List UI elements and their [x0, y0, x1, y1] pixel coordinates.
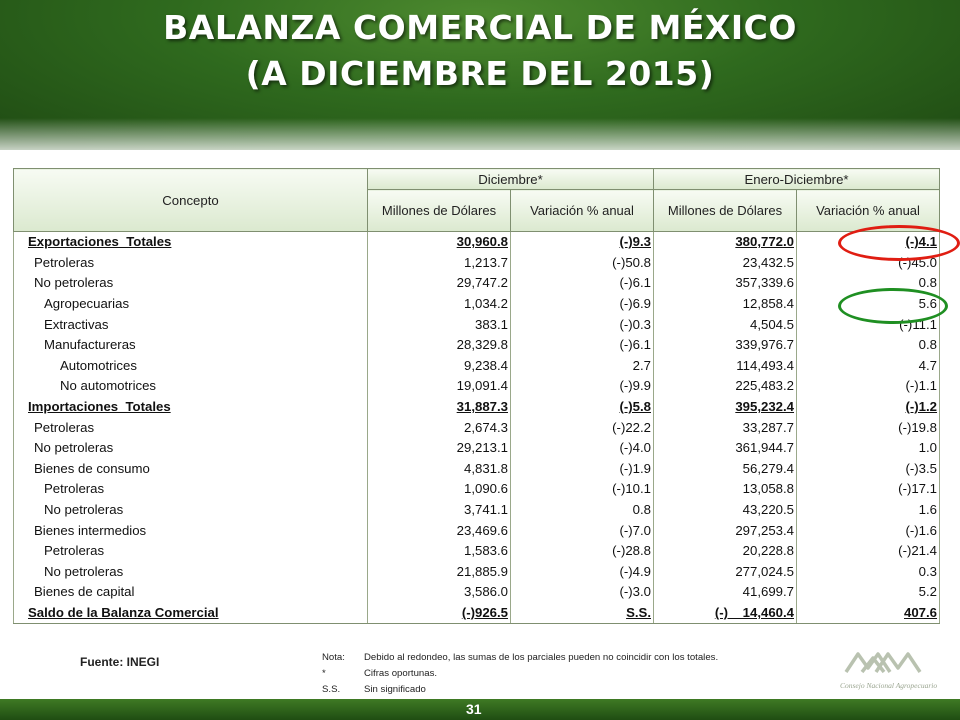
footnote-row	[322, 650, 718, 666]
row-label-text: Extractivas	[44, 316, 109, 332]
cell-dic-variacion	[511, 417, 654, 438]
cell-ed-variacion-text: 1.6	[918, 502, 938, 518]
cell-ed-variacion-text: 1.0	[918, 440, 938, 456]
cell-dic-millones	[368, 397, 511, 418]
cell-dic-variacion-text: (-)6.9	[619, 296, 651, 312]
cell-ed-millones	[654, 335, 797, 356]
cell-dic-millones	[368, 294, 511, 315]
cell-ed-millones-text: 56,279.4	[742, 460, 794, 476]
cell-dic-millones-text: 23,469.6	[456, 522, 508, 538]
row-label-text: Petroleras	[34, 254, 95, 270]
page-number: 31	[466, 701, 482, 717]
cell-ed-variacion-text: (-)19.8	[898, 419, 938, 435]
cell-dic-variacion	[511, 356, 654, 377]
cell-dic-variacion-text: 2.7	[632, 357, 651, 373]
table-row	[14, 232, 940, 253]
cell-ed-variacion	[797, 500, 940, 521]
cell-ed-variacion-text: 0.8	[918, 337, 938, 353]
cell-dic-millones-text: 383.1	[474, 316, 508, 332]
cell-dic-variacion	[511, 562, 654, 583]
footnote-key: Nota:	[322, 652, 345, 663]
cell-ed-millones-text: (-) 14,460.4	[714, 604, 794, 620]
row-label-text: Bienes intermedios	[34, 522, 147, 538]
table-row	[14, 562, 940, 583]
cell-dic-variacion-text: (-)4.0	[619, 440, 651, 456]
cell-ed-millones	[654, 500, 797, 521]
row-label-text: No petroleras	[44, 563, 124, 579]
cell-ed-variacion	[797, 479, 940, 500]
cell-ed-millones-text: 357,339.6	[735, 275, 794, 291]
row-label-text: Petroleras	[44, 481, 105, 497]
table-body	[14, 232, 940, 624]
row-label	[14, 562, 368, 583]
footnote-key: *	[322, 668, 326, 679]
cell-dic-variacion	[511, 253, 654, 274]
cell-dic-millones-text: 29,213.1	[456, 440, 508, 456]
cell-ed-millones	[654, 253, 797, 274]
cell-ed-millones-text: 43,220.5	[742, 502, 794, 518]
row-label-text: Bienes de consumo	[34, 460, 150, 476]
header-millones-dic: Millones de Dólares	[368, 190, 511, 232]
row-label	[14, 314, 368, 335]
cell-ed-millones	[654, 520, 797, 541]
source-label: Fuente: INEGI	[80, 655, 160, 669]
cell-dic-variacion-text: (-)7.0	[619, 522, 651, 538]
cell-dic-variacion-text: (-)9.9	[619, 378, 651, 394]
cell-dic-millones-text: 30,960.8	[456, 234, 508, 250]
cell-ed-millones	[654, 232, 797, 253]
row-label-text: Agropecuarias	[44, 296, 130, 312]
cell-ed-millones	[654, 603, 797, 624]
header-diciembre: Diciembre*	[368, 169, 654, 190]
cell-ed-variacion	[797, 417, 940, 438]
cell-ed-millones-text: 380,772.0	[735, 234, 794, 250]
table-row	[14, 459, 940, 480]
row-label-text: Petroleras	[34, 419, 95, 435]
row-label-text: Automotrices	[60, 357, 137, 373]
cell-ed-millones-text: 297,253.4	[735, 522, 794, 538]
cell-ed-millones-text: 4,504.5	[750, 316, 794, 332]
footnotes	[322, 650, 718, 698]
cell-ed-millones	[654, 459, 797, 480]
row-label-text: Importaciones Totales	[28, 399, 171, 415]
logo-text: Consejo Nacional Agropecuario	[840, 681, 938, 690]
cell-ed-variacion-text: (-)4.1	[905, 234, 938, 250]
cell-dic-millones-text: 1,034.2	[464, 296, 508, 312]
cell-ed-variacion	[797, 397, 940, 418]
cell-ed-millones	[654, 582, 797, 603]
table-row	[14, 253, 940, 274]
cell-dic-millones	[368, 335, 511, 356]
row-label	[14, 294, 368, 315]
cell-dic-millones	[368, 376, 511, 397]
table-row	[14, 603, 940, 624]
table-row	[14, 438, 940, 459]
cell-dic-millones	[368, 582, 511, 603]
cell-ed-millones	[654, 294, 797, 315]
row-label	[14, 356, 368, 377]
row-label-text: Manufactureras	[44, 337, 136, 353]
cell-dic-millones-text: 1,090.6	[464, 481, 508, 497]
row-label-text: Saldo de la Balanza Comercial	[28, 604, 219, 620]
row-label	[14, 417, 368, 438]
table-row	[14, 582, 940, 603]
header-concepto: Concepto	[14, 169, 368, 232]
row-label	[14, 273, 368, 294]
cell-ed-variacion	[797, 603, 940, 624]
footer-bar	[0, 699, 960, 720]
cell-ed-millones-text: 361,944.7	[735, 440, 794, 456]
cell-ed-millones-text: 114,493.4	[736, 357, 794, 373]
row-label	[14, 603, 368, 624]
table-row	[14, 500, 940, 521]
cell-dic-millones	[368, 603, 511, 624]
cell-ed-variacion-text: (-)3.5	[905, 460, 938, 476]
header-enero-diciembre: Enero-Diciembre*	[654, 169, 940, 190]
cell-ed-millones-text: 33,287.7	[742, 419, 794, 435]
cell-ed-variacion-text: (-)11.1	[899, 316, 938, 332]
row-label-text: No petroleras	[34, 275, 114, 291]
cell-ed-variacion	[797, 376, 940, 397]
cell-ed-millones-text: 23,432.5	[742, 254, 794, 270]
cell-dic-millones	[368, 356, 511, 377]
footnote-key: S.S.	[322, 684, 341, 695]
cell-dic-variacion-text: (-)50.8	[612, 254, 651, 270]
table-row	[14, 520, 940, 541]
cell-dic-millones	[368, 314, 511, 335]
row-label	[14, 500, 368, 521]
cell-dic-millones-text: 9,238.4	[464, 357, 508, 373]
cell-ed-variacion-text: (-)1.6	[905, 522, 938, 538]
cell-dic-millones	[368, 562, 511, 583]
cell-dic-millones-text: 21,885.9	[456, 563, 508, 579]
cell-ed-millones	[654, 273, 797, 294]
header-variacion-dic: Variación % anual	[511, 190, 654, 232]
row-label	[14, 479, 368, 500]
highlight-green-ellipse	[838, 288, 948, 324]
cell-dic-millones	[368, 273, 511, 294]
footnote-row	[322, 682, 718, 698]
cell-dic-millones-text: (-)926.5	[461, 604, 508, 620]
cell-ed-millones-text: 395,232.4	[735, 399, 794, 415]
row-label-text: No petroleras	[34, 440, 114, 456]
row-label-text: No petroleras	[44, 502, 124, 518]
cell-dic-millones	[368, 459, 511, 480]
table-row	[14, 479, 940, 500]
cell-dic-millones	[368, 520, 511, 541]
page-title: BALANZA COMERCIAL DE MÉXICO	[163, 8, 797, 47]
cell-dic-millones	[368, 417, 511, 438]
cell-dic-millones-text: 19,091.4	[456, 378, 508, 394]
cell-ed-variacion-text: (-)45.0	[898, 254, 938, 270]
cell-ed-millones-text: 277,024.5	[735, 563, 794, 579]
cell-dic-variacion	[511, 459, 654, 480]
cell-ed-millones-text: 339,976.7	[735, 337, 794, 353]
cna-logo	[832, 640, 952, 695]
footnote-text: Cifras oportunas.	[364, 668, 438, 679]
cell-ed-millones	[654, 479, 797, 500]
table-row	[14, 417, 940, 438]
cell-dic-variacion-text: (-)1.9	[619, 460, 651, 476]
cell-ed-millones-text: 20,228.8	[742, 543, 794, 559]
cell-dic-variacion-text: (-)6.1	[619, 275, 651, 291]
cell-dic-millones-text: 31,887.3	[456, 399, 508, 415]
cell-dic-variacion	[511, 582, 654, 603]
cell-dic-variacion-text: (-)5.8	[619, 399, 651, 415]
cell-dic-variacion	[511, 294, 654, 315]
row-label	[14, 232, 368, 253]
cell-dic-variacion	[511, 314, 654, 335]
cell-ed-millones-text: 13,058.8	[742, 481, 794, 497]
cell-ed-millones	[654, 376, 797, 397]
cell-dic-variacion	[511, 397, 654, 418]
cell-dic-variacion-text: (-)10.1	[612, 481, 651, 497]
footnote-row	[322, 666, 718, 682]
highlight-red-ellipse	[838, 225, 960, 261]
cell-ed-variacion	[797, 562, 940, 583]
cell-ed-variacion-text: (-)1.1	[905, 378, 938, 394]
cell-ed-variacion-text: (-)21.4	[898, 543, 938, 559]
cell-ed-variacion	[797, 335, 940, 356]
row-label	[14, 335, 368, 356]
cell-dic-variacion-text: S.S.	[626, 604, 651, 620]
cell-ed-variacion	[797, 356, 940, 377]
cell-dic-millones-text: 3,741.1	[464, 502, 508, 518]
cell-ed-variacion-text: 4.7	[918, 357, 938, 373]
page-subtitle: (A DICIEMBRE DEL 2015)	[245, 54, 715, 93]
table-row	[14, 294, 940, 315]
cell-dic-millones-text: 1,583.6	[464, 543, 508, 559]
row-label	[14, 582, 368, 603]
cell-dic-millones-text: 1,213.7	[464, 254, 508, 270]
cell-ed-millones	[654, 314, 797, 335]
cell-dic-millones-text: 29,747.2	[456, 275, 508, 291]
cell-dic-variacion-text: (-)4.9	[619, 563, 651, 579]
row-label	[14, 459, 368, 480]
cell-dic-variacion-text: 0.8	[632, 502, 651, 518]
row-label	[14, 397, 368, 418]
cell-dic-variacion	[511, 376, 654, 397]
row-label-text: Bienes de capital	[34, 584, 135, 600]
cell-ed-millones	[654, 356, 797, 377]
cell-dic-variacion	[511, 335, 654, 356]
cell-dic-variacion-text: (-)6.1	[619, 337, 651, 353]
cell-dic-variacion-text: (-)28.8	[612, 543, 651, 559]
cell-ed-millones	[654, 541, 797, 562]
cell-dic-millones-text: 28,329.8	[456, 337, 508, 353]
row-label	[14, 376, 368, 397]
row-label	[14, 520, 368, 541]
cell-ed-millones	[654, 562, 797, 583]
cell-dic-variacion	[511, 603, 654, 624]
cell-dic-millones-text: 2,674.3	[464, 419, 508, 435]
table-row	[14, 335, 940, 356]
cell-ed-variacion-text: (-)1.2	[905, 399, 938, 415]
cell-dic-variacion-text: (-)3.0	[619, 584, 651, 600]
cell-dic-variacion	[511, 520, 654, 541]
row-label	[14, 541, 368, 562]
row-label-text: Petroleras	[44, 543, 105, 559]
table-row	[14, 541, 940, 562]
cell-ed-millones-text: 12,858.4	[742, 296, 794, 312]
cell-dic-millones	[368, 500, 511, 521]
cell-ed-variacion	[797, 582, 940, 603]
cell-ed-millones-text: 225,483.2	[735, 378, 794, 394]
cell-dic-variacion	[511, 479, 654, 500]
trade-balance-table	[13, 168, 939, 624]
cell-ed-millones-text: 41,699.7	[742, 584, 794, 600]
cell-ed-millones	[654, 438, 797, 459]
cell-ed-variacion	[797, 520, 940, 541]
cell-dic-variacion-text: (-)9.3	[619, 234, 651, 250]
cell-dic-millones	[368, 438, 511, 459]
table-row	[14, 397, 940, 418]
table-row	[14, 314, 940, 335]
row-label-text: No automotrices	[60, 378, 157, 394]
cell-ed-variacion-text: 0.3	[918, 563, 938, 579]
header-millones-ed: Millones de Dólares	[654, 190, 797, 232]
cell-ed-variacion-text: 407.6	[904, 604, 938, 620]
header-fade	[0, 118, 960, 170]
cell-ed-variacion	[797, 541, 940, 562]
cell-dic-millones	[368, 253, 511, 274]
cell-dic-variacion-text: (-)22.2	[612, 419, 651, 435]
cell-ed-variacion-text: 0.8	[918, 275, 938, 291]
cell-ed-millones	[654, 397, 797, 418]
cell-dic-variacion	[511, 232, 654, 253]
cell-dic-variacion	[511, 438, 654, 459]
cell-ed-variacion-text: 5.6	[918, 296, 938, 312]
table-row	[14, 273, 940, 294]
table-row	[14, 376, 940, 397]
cell-dic-millones-text: 3,586.0	[464, 584, 508, 600]
table-row	[14, 356, 940, 377]
cell-dic-millones-text: 4,831.8	[464, 460, 508, 476]
header-variacion-ed: Variación % anual	[797, 190, 940, 232]
cell-dic-variacion-text: (-)0.3	[619, 316, 651, 332]
cell-ed-variacion	[797, 438, 940, 459]
cell-dic-variacion	[511, 273, 654, 294]
cell-dic-millones	[368, 479, 511, 500]
footnote-text: Sin significado	[364, 684, 426, 695]
cell-dic-variacion	[511, 500, 654, 521]
footnote-text: Debido al redondeo, las sumas de los parciales pueden no coincidir con los totales.	[364, 652, 719, 663]
cell-ed-millones	[654, 417, 797, 438]
cell-ed-variacion-text: 5.2	[918, 584, 938, 600]
cell-ed-variacion	[797, 459, 940, 480]
row-label	[14, 438, 368, 459]
row-label-text: Exportaciones Totales	[28, 234, 172, 250]
cell-dic-millones	[368, 232, 511, 253]
cell-dic-variacion	[511, 541, 654, 562]
cell-dic-millones	[368, 541, 511, 562]
row-label	[14, 253, 368, 274]
cell-ed-variacion-text: (-)17.1	[898, 481, 938, 497]
